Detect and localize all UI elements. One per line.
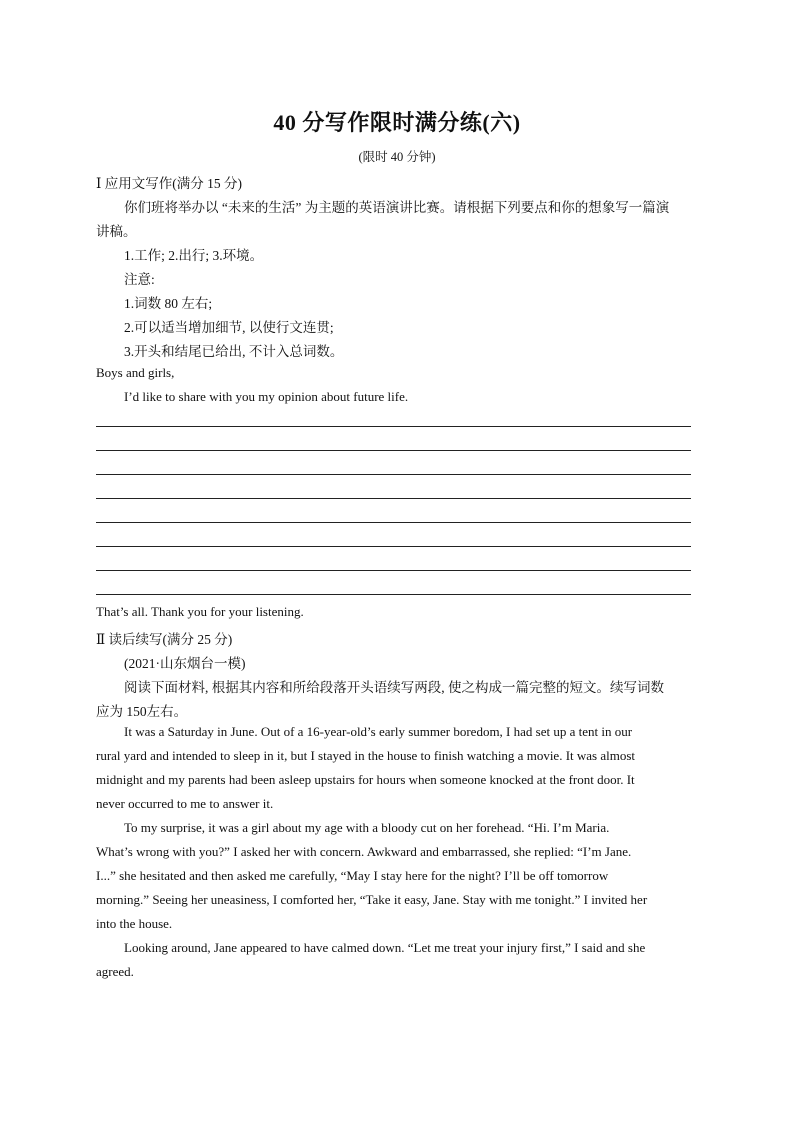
writing-line[interactable]: [96, 594, 691, 595]
notes-label: 注意:: [124, 272, 155, 287]
passage-line: morning.” Seeing her uneasiness, I comforted her, “Take it easy, Jane. Stay with me tonight.” I invited her: [96, 892, 648, 907]
passage-line: rural yard and intended to sleep in it, but I stayed in the house to finish watching a movie. It was almost: [96, 748, 636, 763]
note-2: 2.可以适当增加细节, 以使行文连贯;: [124, 320, 334, 335]
closing-line: That’s all. Thank you for your listening.: [96, 604, 304, 619]
opening-line-1: Boys and girls,: [96, 365, 175, 380]
passage-line: into the house.: [96, 916, 173, 931]
writing-line[interactable]: [96, 498, 691, 499]
section1-instruction-line1: 你们班将举办以 “未来的生活” 为主题的英语演讲比赛。请根据下列要点和你的想象写一篇演: [124, 200, 670, 215]
passage-line: What’s wrong with you?” I asked her with concern. Awkward and embarrassed, she replied: “I’m Jane.: [96, 844, 632, 859]
section1-points: 1.工作; 2.出行; 3.环境。: [124, 248, 264, 263]
section2-instruction-line2: 应为 150左右。: [96, 704, 188, 719]
section1-heading: Ⅰ 应用文写作(满分 15 分): [96, 176, 242, 191]
writing-line[interactable]: [96, 426, 691, 427]
passage-line: agreed.: [96, 964, 134, 979]
opening-line-2: I’d like to share with you my opinion about future life.: [124, 389, 409, 404]
passage-line: To my surprise, it was a girl about my age with a bloody cut on her forehead. “Hi. I’m Maria.: [124, 820, 610, 835]
writing-line[interactable]: [96, 474, 691, 475]
note-1: 1.词数 80 左右;: [124, 296, 213, 311]
writing-line[interactable]: [96, 570, 691, 571]
passage-line: midnight and my parents had been asleep upstairs for hours when someone knocked at the front door. It: [96, 772, 635, 787]
note-3: 3.开头和结尾已给出, 不计入总词数。: [124, 344, 344, 359]
section2-heading: Ⅱ 读后续写(满分 25 分): [96, 632, 233, 647]
section2-instruction-line1: 阅读下面材料, 根据其内容和所给段落开头语续写两段, 使之构成一篇完整的短文。续写词数: [124, 680, 664, 695]
passage-line: It was a Saturday in June. Out of a 16-year-old’s early summer boredom, I had set up a tent in our: [124, 724, 633, 739]
writing-line[interactable]: [96, 546, 691, 547]
writing-line[interactable]: [96, 522, 691, 523]
page-title: 40 分写作限时满分练(六): [273, 110, 521, 135]
passage-line: never occurred to me to answer it.: [96, 796, 274, 811]
passage-line: Looking around, Jane appeared to have calmed down. “Let me treat your injury first,” I said and she: [124, 940, 646, 955]
source-note: (2021·山东烟台一模): [124, 656, 246, 671]
passage-line: I...” she hesitated and then asked me carefully, “May I stay here for the night? I’ll be off tomorrow: [96, 868, 609, 883]
writing-line[interactable]: [96, 450, 691, 451]
section1-instruction-line2: 讲稿。: [96, 224, 137, 239]
time-limit: (限时 40 分钟): [358, 150, 436, 164]
